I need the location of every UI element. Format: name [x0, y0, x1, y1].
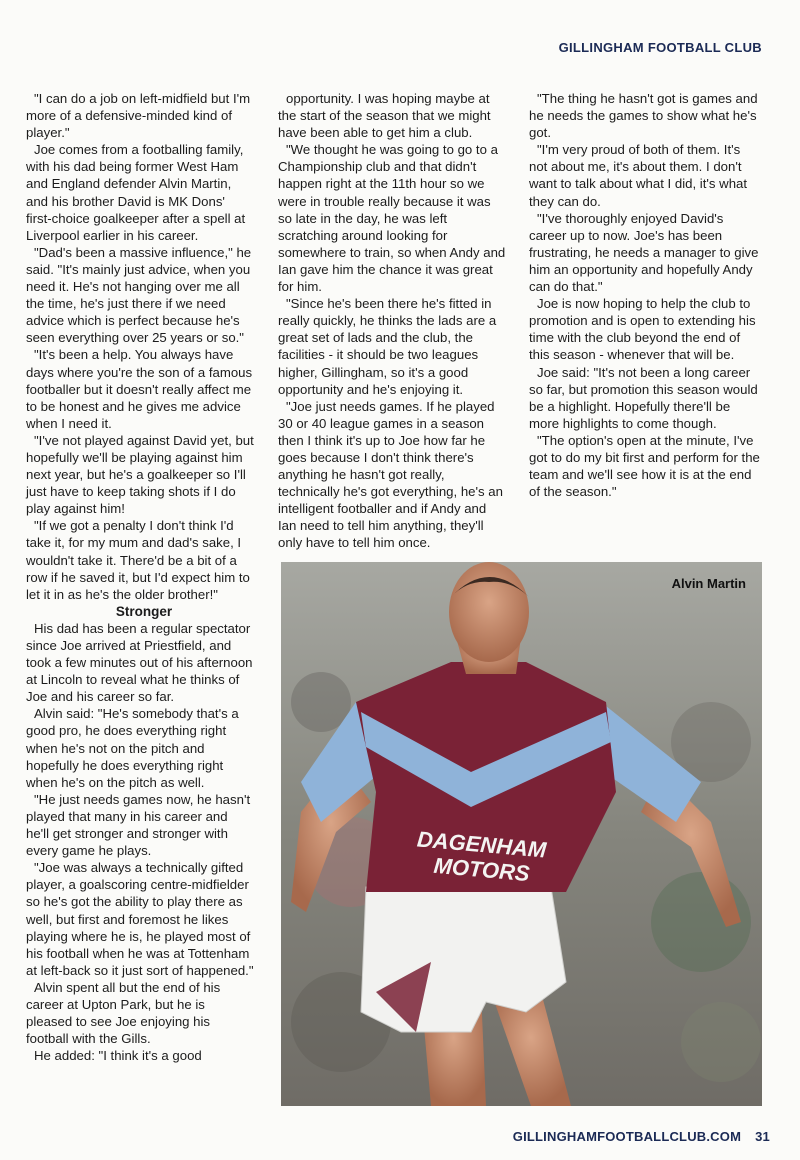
- article-paragraph: "The thing he hasn't got is games and he needs the games to show what he's got.: [529, 91, 758, 141]
- column-2-paragraphs: [278, 90, 506, 552]
- article-paragraph: His dad has been a regular spectator since Joe arrived at Priestfield, and took a few minutes out of his afternoon at Lincoln to reveal what he thinks of Joe and his career so far.: [26, 620, 253, 705]
- article-column-2: [278, 90, 506, 552]
- column-1-paragraphs: [26, 90, 254, 603]
- article-paragraph: Alvin said: "He's somebody that's a good pro, he does everything right when he's not on the pitch and hopefully he does everything right when he's on the pitch as well.: [26, 706, 239, 790]
- article-paragraph: "I've not played against David yet, but hopefully we'll be playing against him next year, but he's a goalkeeper so I'll just have to keep taking shots if I do play against him!: [26, 432, 254, 517]
- article-paragraph: "He just needs games now, he hasn't played that many in his career and he'll get stronger and stronger with every game he plays.: [26, 791, 251, 859]
- article-paragraph: "It's been a help. You always have days where you're the son of a famous footballer but it doesn't really affect me to be honest and he gives me advice when I need it.: [26, 347, 253, 431]
- article-paragraph: Joe is now hoping to help the club to promotion and is open to extending his time with the club beyond the end of this season - whenever that will be.: [529, 296, 756, 363]
- shirt-sponsor-line1: DAGENHAM: [416, 826, 548, 863]
- article-paragraph: "I've thoroughly enjoyed David's career up to now. Joe's has been frustrating, he needs a manager to give him an opportunity and hopefully Andy can do that.": [529, 210, 759, 295]
- website-url: GILLINGHAMFOOTBALLCLUB.COM: [512, 1129, 742, 1144]
- article-paragraph: "Since he's been there he's fitted in really quickly, he thinks the lads are a great set of lads and the club, the facilities - it should be two leagues higher, Gillingham, so it's a good opportunity and he's enjoying it.: [278, 296, 497, 397]
- article-paragraph: "The option's open at the minute, I've got to do my bit first and perform for the team and we'll see how it is at the end of the season.": [529, 432, 760, 500]
- article-column-3: [529, 90, 761, 500]
- article-paragraph: "Dad's been a massive influence," he said. "It's mainly just advice, when you need it. He's not hanging over me all the time, he's just there if we need advice which is perfect because he's seen everything over 25 years or so.": [26, 244, 252, 346]
- article-paragraph: "If we got a penalty I don't think I'd take it, for my mum and dad's sake, I wouldn't take it. There'd be a bit of a row if he saved it, but I'd expect him to let it in as he's the older brother!": [26, 518, 250, 602]
- article-paragraph: "I'm very proud of both of them. It's not about me, it's about them. I don't want to talk about what I did, it's what they can do.: [529, 142, 748, 209]
- article-paragraph: Joe comes from a footballing family, with his dad being former West Ham and England defender Alvin Martin, and his brother David is MK Dons' first-choice goalkeeper after a spell at Liverpool earlier in his career.: [26, 142, 246, 243]
- article-column-1: [26, 90, 254, 1064]
- player-illustration: [281, 562, 762, 1106]
- column-3-paragraphs: [529, 90, 761, 500]
- shirt-sponsor-line2: MOTORS: [432, 852, 531, 887]
- subheading-stronger: Stronger: [115, 603, 173, 619]
- article-paragraph: He added: "I think it's a good: [34, 1048, 202, 1064]
- article-paragraph: "We thought he was going to go to a Championship club and that didn't happen right at the 11th hour so we were in trouble really because it was so late in the day, he was left scratching around looking for somewhere to train, so when Andy and Ian gave him the chance it was great for him.: [278, 142, 506, 295]
- article-paragraph: Alvin spent all but the end of his career at Upton Park, but he is pleased to see Joe enjoying his football with the Gills.: [26, 979, 221, 1047]
- page-number: 31: [755, 1129, 770, 1144]
- publication-header: GILLINGHAM FOOTBALL CLUB: [558, 40, 762, 55]
- article-paragraph: Joe said: "It's not been a long career so far, but promotion this season would be a highlight. Hopefully there'll be more highlights to come though.: [529, 364, 758, 431]
- article-paragraph: "Joe just needs games. If he played 30 or 40 league games in a season then I think it's up to Joe how far he goes because I don't think there's anything he hasn't got really, technically he's got everything, he's an intelligent footballer and if Andy and Ian need to tell him anything, they'll only have to tell him once.: [278, 398, 503, 551]
- column-1-paragraphs-after-subhead: [26, 620, 254, 1064]
- article-paragraph: "I can do a job on left-midfield but I'm more of a defensive-minded kind of player.": [26, 91, 251, 141]
- photo-caption: Alvin Martin: [671, 576, 746, 591]
- player-photo: [281, 562, 762, 1106]
- article-paragraph: "Joe was always a technically gifted player, a goalscoring centre-midfielder so he's got the ability to play there as well, but first and foremost he likes playing where he is, he played most of his football when he was at Tottenham at left-back so it just sort of happened.": [26, 860, 254, 978]
- head: [449, 562, 529, 662]
- article-paragraph: opportunity. I was hoping maybe at the start of the season that we might have been able to get him a club.: [278, 91, 491, 141]
- page-footer: [513, 1129, 770, 1144]
